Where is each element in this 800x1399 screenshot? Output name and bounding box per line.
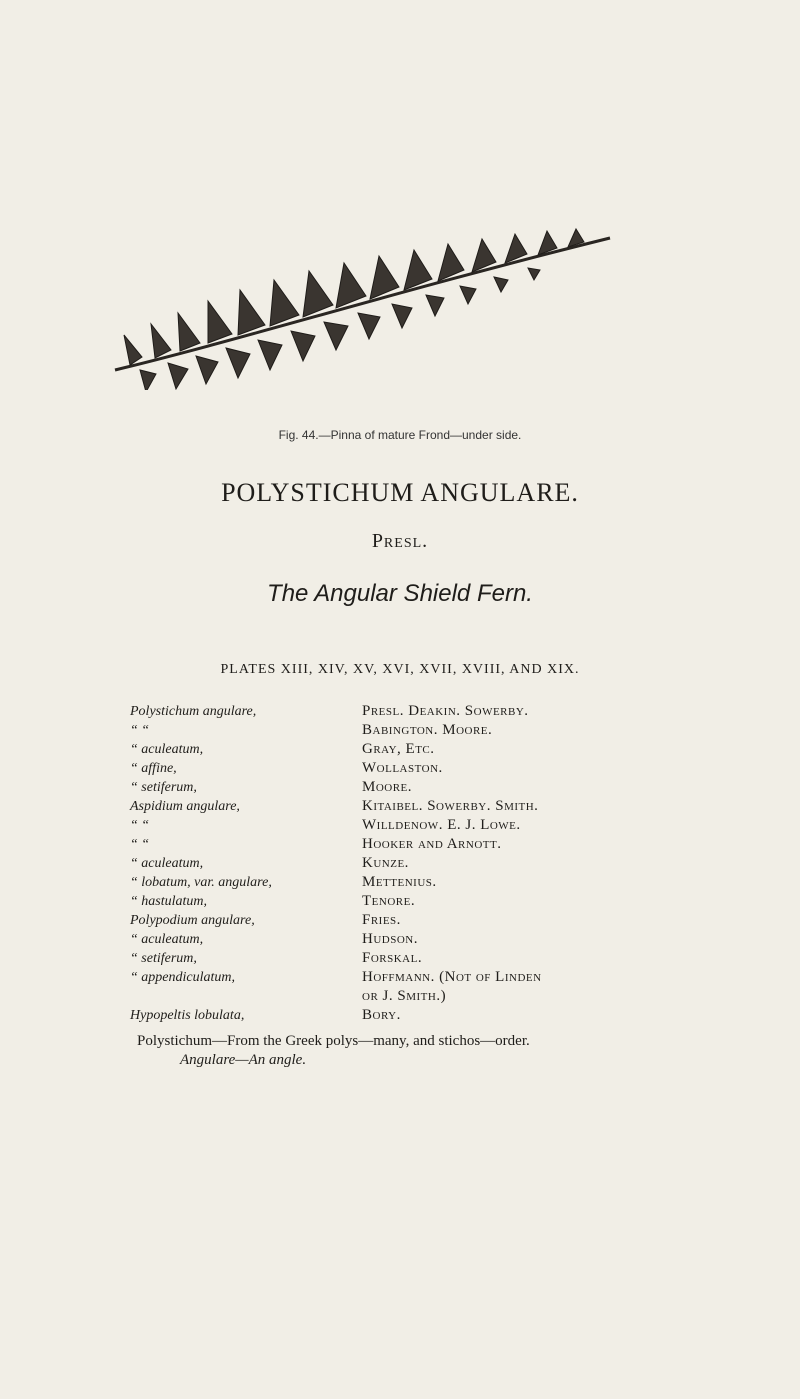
synonym-name: “ aculeatum, [130, 856, 204, 871]
synonym-row [130, 968, 630, 987]
synonym-row [130, 930, 630, 949]
synonym-row [130, 911, 630, 930]
synonym-authority: Moore. [362, 779, 413, 795]
synonym-row [130, 854, 630, 873]
synonym-authority: Kunze. [362, 855, 409, 871]
author: Presl. [371, 530, 429, 552]
synonym-authority: Kitaibel. Sowerby. Smith. [362, 798, 539, 814]
common-name: The Angular Shield Fern. [267, 580, 533, 607]
synonym-name: “ “ [130, 723, 150, 738]
synonym-name: Aspidium angulare, [130, 799, 240, 814]
etymology [137, 1032, 530, 1070]
synonym-authority: Fries. [362, 912, 401, 928]
synonym-row [130, 949, 630, 968]
etymology-line-1: Polystichum—From the Greek polys—many, and stichos—order. [137, 1033, 530, 1049]
synonym-authority: Gray, Etc. [362, 741, 435, 757]
synonym-row [130, 835, 630, 854]
page-title: POLYSTICHUM ANGULARE. [221, 478, 579, 507]
figure-caption: Fig. 44.—Pinna of mature Frond—under side. [278, 428, 522, 442]
synonym-row [130, 892, 630, 911]
synonym-name: “ aculeatum, [130, 742, 204, 757]
synonym-row [130, 778, 630, 797]
synonym-name: “ appendiculatum, [130, 970, 235, 985]
synonym-authority: Babington. Moore. [362, 722, 493, 738]
synonym-name: “ lobatum, var. angulare, [130, 875, 272, 890]
synonym-name: Hypopeltis lobulata, [130, 1008, 245, 1023]
synonym-authority: Hooker and Arnott. [362, 836, 502, 852]
synonym-authority: Presl. Deakin. Sowerby. [362, 703, 529, 719]
synonym-authority: Hudson. [362, 931, 418, 947]
synonym-row [130, 1006, 630, 1025]
synonym-name: “ affine, [130, 761, 177, 776]
synonym-name: Polystichum angulare, [130, 704, 257, 719]
synonym-name: “ setiferum, [130, 780, 197, 795]
synonym-row [130, 987, 630, 1006]
synonym-row [130, 721, 630, 740]
synonym-authority: or J. Smith.) [362, 988, 447, 1004]
etymology-line-2: Angulare—An angle. [180, 1052, 307, 1068]
fern-pinna-illustration [100, 220, 620, 390]
synonym-authority: Wollaston. [362, 760, 443, 776]
synonym-name: “ “ [130, 818, 150, 833]
synonym-row [130, 816, 630, 835]
synonym-row [130, 740, 630, 759]
synonym-row [130, 759, 630, 778]
synonym-name: “ hastulatum, [130, 894, 208, 909]
synonym-row [130, 797, 630, 816]
synonym-name: Polypodium angulare, [130, 913, 255, 928]
synonym-table [130, 702, 630, 1025]
synonym-row [130, 702, 630, 721]
synonym-name: “ “ [130, 837, 150, 852]
synonym-name: “ setiferum, [130, 951, 197, 966]
synonym-authority: Bory. [362, 1007, 401, 1023]
synonym-authority: Forskal. [362, 950, 423, 966]
plates-list: PLATES XIII, XIV, XV, XVI, XVII, XVIII, AND XIX. [220, 662, 580, 677]
synonym-row [130, 873, 630, 892]
synonym-authority: Willdenow. E. J. Lowe. [362, 817, 521, 833]
synonym-authority: Mettenius. [362, 874, 437, 890]
synonym-authority: Hoffmann. (Not of Linden [362, 969, 542, 985]
synonym-name: “ aculeatum, [130, 932, 204, 947]
synonym-authority: Tenore. [362, 893, 416, 909]
